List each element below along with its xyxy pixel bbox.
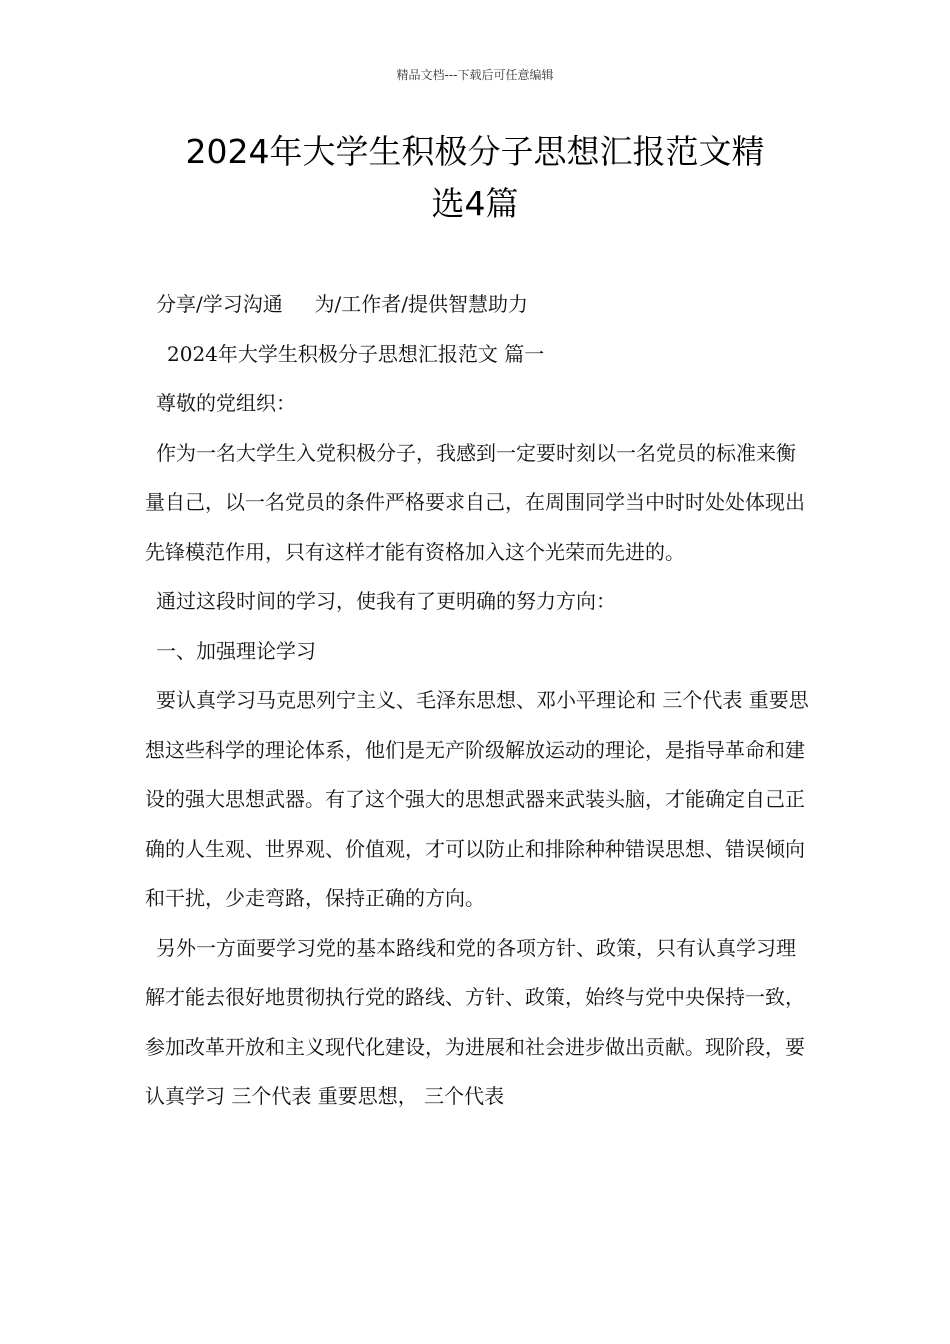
- title-line-1: 2024年大学生积极分子思想汇报范文精: [185, 132, 765, 171]
- paragraph: 要认真学习马克思列宁主义、毛泽东思想、邓小平理论和 三个代表 重要思想这些科学的理论体系，他们是无产阶级解放运动的理论，是指导革命和建设的强大思想武器。有了这个强大的思想武器来武装头脑，才能确定自己正确的人生观、世界观、价值观，才可以防止和排除种种错误思想、错误倾向和干扰，少走弯路，保持正确的方向。: [145, 688, 809, 910]
- paragraph: 另外一方面要学习党的基本路线和党的各项方针、政策，只有认真学习理解才能去很好地贯彻执行党的路线、方针、政策，始终与党中央保持一致，参加改革开放和主义现代化建设，为进展和社会进步做出贡献。现阶段，要认真学习 三个代表 重要思想， 三个代表: [145, 935, 805, 1108]
- header-note: 精品文档---下载后可任意编辑: [396, 68, 554, 82]
- document-body: [145, 280, 810, 1122]
- paragraph: 作为一名大学生入党积极分子，我感到一定要时刻以一名党员的标准来衡量自己，以一名党员的条件严格要求自己，在周围同学当中时时处处体现出先锋模范作用，只有这样才能有资格加入这个光荣而先进的。: [145, 440, 805, 564]
- section-heading: 2024年大学生积极分子思想汇报范文 篇一: [167, 341, 545, 366]
- salutation: 尊敬的党组织：: [156, 391, 296, 415]
- document-title: [130, 126, 820, 230]
- share-line: 分享/学习沟通 为/工作者/提供智慧助力: [156, 292, 529, 316]
- subheading: 一、加强理论学习: [156, 638, 316, 663]
- paragraph: 通过这段时间的学习，使我有了更明确的努力方向：: [156, 589, 616, 613]
- title-line-2: 选4篇: [431, 184, 519, 223]
